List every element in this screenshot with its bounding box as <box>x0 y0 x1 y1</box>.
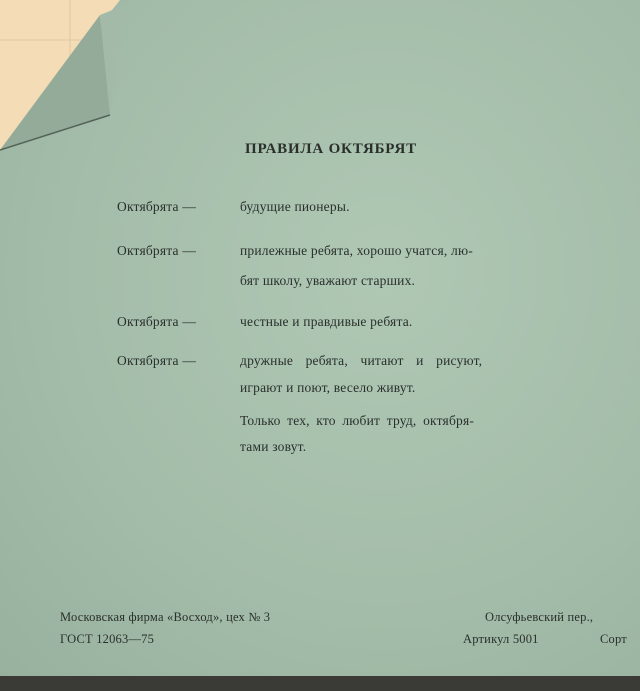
rule-4-text: дружные ребята, читают и рисуют, <box>240 353 483 368</box>
footer-standard: ГОСТ 12063—75 <box>60 632 155 646</box>
photo-bottom-edge <box>0 676 640 691</box>
page-title: ПРАВИЛА ОКТЯБРЯТ <box>245 141 417 157</box>
rule-1-text: будущие пионеры. <box>240 199 350 214</box>
rule-2-subject: Октябрята — <box>117 243 197 258</box>
footer-article: Артикул 5001 <box>463 632 539 646</box>
folded-corner <box>0 0 200 170</box>
footer-grade: Сорт <box>600 632 627 646</box>
closing-line-1: Только тех, кто любит труд, октября- <box>240 413 475 428</box>
rule-4-text-cont: играют и поют, весело живут. <box>240 380 416 395</box>
rule-3-text: честные и правдивые ребята. <box>240 314 413 329</box>
footer-address: Олсуфьевский пер., <box>485 610 594 624</box>
footer-maker: Московская фирма «Восход», цех № 3 <box>60 610 271 624</box>
rule-1-subject: Октябрята — <box>117 199 197 214</box>
rule-3-subject: Октябрята — <box>117 314 197 329</box>
rule-2-text: прилежные ребята, хорошо учатся, лю- <box>240 243 473 258</box>
rule-4-subject: Октябрята — <box>117 353 197 368</box>
closing-line-2: тами зовут. <box>240 439 307 454</box>
rule-2-text-cont: бят школу, уважают старших. <box>240 273 416 288</box>
